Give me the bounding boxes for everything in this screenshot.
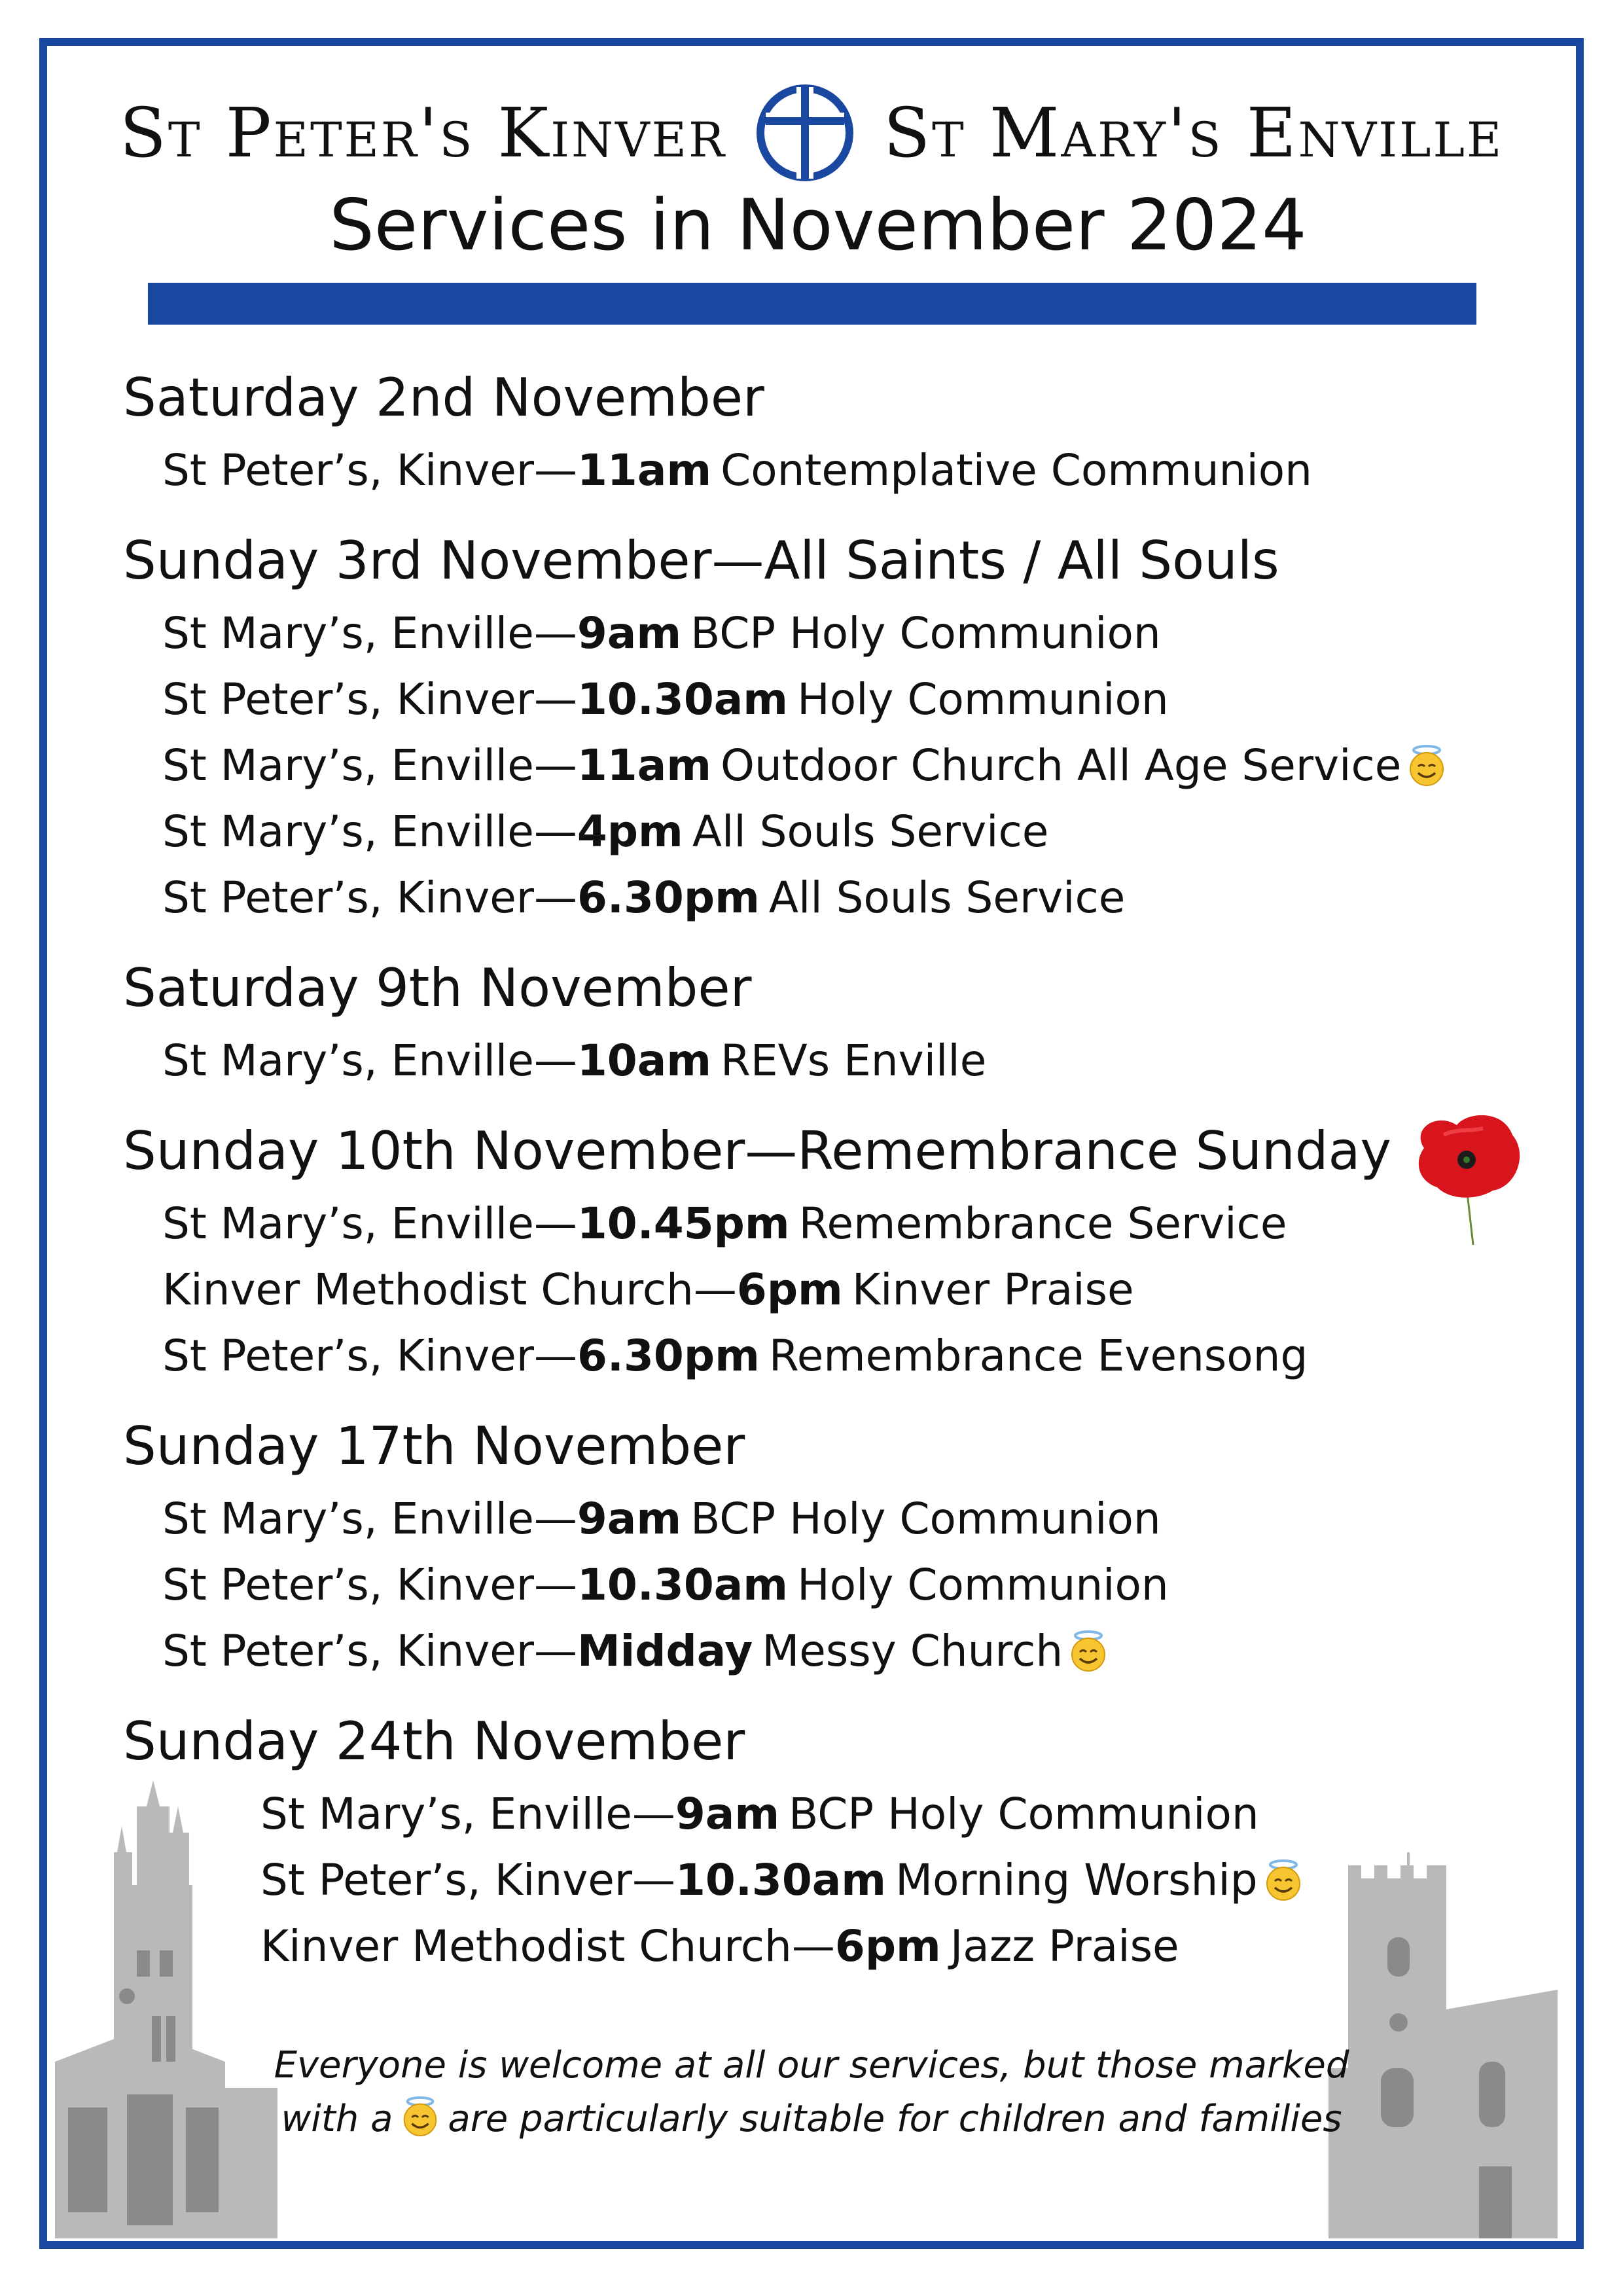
service-row <box>123 1552 1530 1618</box>
service-place: St Peter’s, Kinver— <box>162 1560 577 1610</box>
day-heading-text: Sunday 24th November <box>123 1711 745 1772</box>
service-name: Kinver Praise <box>851 1265 1134 1315</box>
service-place: St Mary’s, Enville— <box>162 806 577 857</box>
service-name: All Souls Service <box>768 872 1126 923</box>
service-time: 10.45pm <box>577 1198 790 1249</box>
service-name: Jazz Praise <box>950 1921 1179 1971</box>
day-spacer <box>123 931 1530 949</box>
service-row <box>123 1257 1530 1323</box>
service-row <box>123 1191 1530 1257</box>
smiling-halo-face-icon <box>399 2096 441 2138</box>
service-row <box>123 666 1530 732</box>
service-place: St Peter’s, Kinver— <box>162 872 577 923</box>
service-row <box>123 1323 1530 1389</box>
day-block <box>123 522 1530 931</box>
service-time: 6pm <box>736 1265 843 1315</box>
service-time: 10.30am <box>675 1855 887 1905</box>
service-place: St Mary’s, Enville— <box>260 1789 675 1839</box>
service-name: BCP Holy Communion <box>690 608 1161 658</box>
service-place: St Mary’s, Enville— <box>162 608 577 658</box>
service-row <box>123 798 1530 865</box>
note-line-2-end: are particularly suitable for children and families <box>448 2098 1342 2140</box>
service-place: St Mary’s, Enville— <box>162 740 577 791</box>
note-line-1: Everyone is welcome at all our services, but those marked <box>274 2044 1349 2087</box>
service-name: Holy Communion <box>797 1560 1169 1610</box>
service-row <box>123 1847 1530 1913</box>
service-name: BCP Holy Communion <box>690 1494 1161 1544</box>
day-heading <box>123 359 1530 437</box>
day-heading <box>123 522 1530 600</box>
service-place: St Peter’s, Kinver— <box>162 1626 577 1676</box>
day-spacer <box>123 1094 1530 1112</box>
day-block <box>123 949 1530 1094</box>
service-row <box>123 437 1530 503</box>
service-place: St Peter’s, Kinver— <box>260 1855 675 1905</box>
day-spacer <box>123 1389 1530 1407</box>
service-name: Morning Worship <box>895 1855 1258 1905</box>
masthead <box>0 84 1623 182</box>
day-heading <box>123 949 1530 1028</box>
smiling-halo-face-icon <box>1405 744 1448 787</box>
day-heading <box>123 1112 1530 1191</box>
note-line-2-start: with a <box>281 2098 393 2140</box>
service-name: Remembrance Evensong <box>768 1331 1308 1381</box>
service-time: 10am <box>577 1035 712 1086</box>
service-time: 10.30am <box>577 1560 789 1610</box>
service-time: 11am <box>577 740 712 791</box>
smiling-halo-face-icon <box>1067 1630 1110 1673</box>
service-row <box>123 1781 1530 1847</box>
smiling-halo-face-icon <box>1262 1859 1305 1902</box>
service-name: Outdoor Church All Age Service <box>721 740 1402 791</box>
service-time: 4pm <box>577 806 683 857</box>
service-row <box>123 600 1530 666</box>
service-place: St Peter’s, Kinver— <box>162 445 577 495</box>
service-name: Messy Church <box>762 1626 1063 1676</box>
day-heading <box>123 1407 1530 1486</box>
st-peters-kinver-name: St Peter's Kinver <box>119 93 726 173</box>
service-row <box>123 1486 1530 1552</box>
day-heading <box>123 1702 1530 1781</box>
service-time: 9am <box>577 608 682 658</box>
service-place: St Mary’s, Enville— <box>162 1198 577 1249</box>
poppy-icon <box>1404 1109 1529 1246</box>
service-name: All Souls Service <box>692 806 1049 857</box>
service-time: 11am <box>577 445 712 495</box>
day-heading-text: Sunday 17th November <box>123 1416 745 1477</box>
day-block <box>123 1407 1530 1684</box>
family-friendly-note <box>0 2039 1623 2146</box>
service-name: BCP Holy Communion <box>789 1789 1259 1839</box>
service-name: Remembrance Service <box>798 1198 1287 1249</box>
service-place: St Mary’s, Enville— <box>162 1035 577 1086</box>
service-time: Midday <box>577 1626 753 1676</box>
service-row <box>123 1618 1530 1684</box>
day-block <box>123 1112 1530 1389</box>
service-row <box>123 732 1530 798</box>
church-cross-logo-icon <box>753 81 857 185</box>
service-place: St Peter’s, Kinver— <box>162 1331 577 1381</box>
service-time: 9am <box>675 1789 780 1839</box>
day-heading-text: Sunday 10th November—Remembrance Sunday <box>123 1121 1391 1181</box>
service-row <box>123 1913 1530 1979</box>
day-spacer <box>123 503 1530 522</box>
day-spacer <box>123 1684 1530 1702</box>
service-place: Kinver Methodist Church— <box>162 1265 737 1315</box>
service-place: St Peter’s, Kinver— <box>162 674 577 725</box>
service-time: 6pm <box>834 1921 941 1971</box>
service-name: Holy Communion <box>797 674 1169 725</box>
service-schedule <box>123 359 1530 1979</box>
service-place: Kinver Methodist Church— <box>260 1921 835 1971</box>
note-line-2 <box>0 2092 1623 2146</box>
service-time: 9am <box>577 1494 682 1544</box>
service-place: St Mary’s, Enville— <box>162 1494 577 1544</box>
day-heading-text: Sunday 3rd November—All Saints / All Souls <box>123 530 1279 591</box>
service-name: Contemplative Communion <box>721 445 1313 495</box>
day-heading-text: Saturday 9th November <box>123 958 752 1018</box>
st-marys-enville-name: St Mary's Enville <box>883 93 1504 173</box>
day-block <box>123 1702 1530 1979</box>
service-row <box>123 865 1530 931</box>
page-title: Services in November 2024 <box>329 185 1307 266</box>
day-heading-text: Saturday 2nd November <box>123 367 764 428</box>
service-time: 6.30pm <box>577 872 760 923</box>
service-name: REVs Enville <box>721 1035 987 1086</box>
service-time: 6.30pm <box>577 1331 760 1381</box>
service-time: 10.30am <box>577 674 789 725</box>
service-row <box>123 1028 1530 1094</box>
day-block <box>123 359 1530 503</box>
title-divider <box>148 283 1476 325</box>
